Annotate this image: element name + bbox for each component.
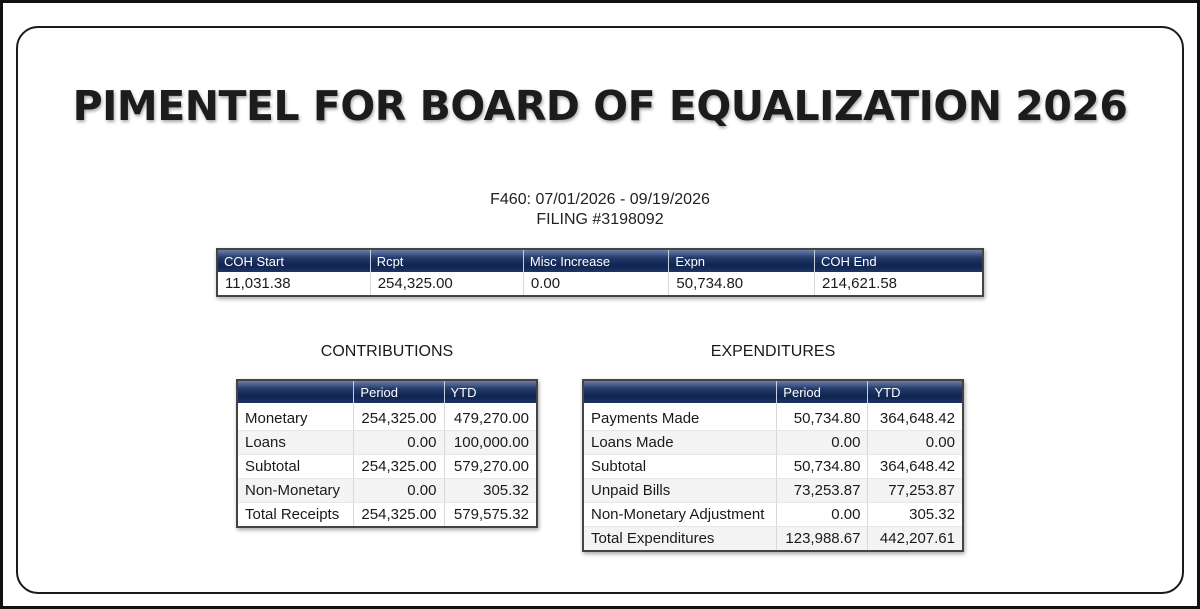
cash-summary-table (216, 248, 984, 297)
summary-values-row (217, 272, 983, 296)
table-row (583, 403, 963, 431)
expenditures-header-period: Period (777, 380, 868, 403)
row-label: Non-Monetary (237, 479, 354, 503)
row-period: 254,325.00 (354, 403, 444, 431)
row-ytd: 0.00 (868, 431, 963, 455)
row-ytd: 479,270.00 (444, 403, 537, 431)
row-ytd: 77,253.87 (868, 479, 963, 503)
row-period: 73,253.87 (777, 479, 868, 503)
row-label: Payments Made (583, 403, 777, 431)
expenditures-header-row (583, 380, 963, 403)
summary-header-coh-start: COH Start (217, 249, 370, 272)
table-row (237, 503, 537, 528)
summary-value-coh-end: 214,621.58 (814, 272, 983, 296)
row-label: Total Receipts (237, 503, 354, 528)
row-label: Monetary (237, 403, 354, 431)
summary-header-misc-increase: Misc Increase (523, 249, 669, 272)
page-title: PIMENTEL FOR BOARD OF EQUALIZATION 2026 (72, 82, 1128, 130)
table-row (237, 479, 537, 503)
filing-period: F460: 07/01/2026 - 09/19/2026 (490, 191, 710, 208)
row-period: 254,325.00 (354, 503, 444, 528)
contributions-header-period: Period (354, 380, 444, 403)
expenditures-title: EXPENDITURES (710, 343, 836, 360)
row-label: Total Expenditures (583, 527, 777, 552)
row-label: Loans (237, 431, 354, 455)
contributions-header-row (237, 380, 537, 403)
row-label: Subtotal (583, 455, 777, 479)
row-period: 0.00 (354, 479, 444, 503)
row-period: 0.00 (777, 431, 868, 455)
row-ytd: 364,648.42 (868, 403, 963, 431)
row-period: 50,734.80 (777, 403, 868, 431)
contributions-table (236, 379, 538, 528)
expenditures-header-label (583, 380, 777, 403)
contributions-title: CONTRIBUTIONS (320, 343, 454, 360)
row-ytd: 442,207.61 (868, 527, 963, 552)
summary-value-expn: 50,734.80 (669, 272, 815, 296)
table-row (583, 527, 963, 552)
row-ytd: 305.32 (868, 503, 963, 527)
table-row (237, 455, 537, 479)
row-ytd: 100,000.00 (444, 431, 537, 455)
expenditures-header-ytd: YTD (868, 380, 963, 403)
row-ytd: 305.32 (444, 479, 537, 503)
summary-header-row (217, 249, 983, 272)
row-label: Loans Made (583, 431, 777, 455)
row-period: 0.00 (777, 503, 868, 527)
row-ytd: 579,270.00 (444, 455, 537, 479)
expenditures-table (582, 379, 964, 552)
table-row (237, 431, 537, 455)
table-row (583, 479, 963, 503)
row-period: 254,325.00 (354, 455, 444, 479)
row-label: Non-Monetary Adjustment (583, 503, 777, 527)
summary-header-expn: Expn (669, 249, 815, 272)
contributions-header-ytd: YTD (444, 380, 537, 403)
row-label: Unpaid Bills (583, 479, 777, 503)
summary-header-coh-end: COH End (814, 249, 983, 272)
row-period: 0.00 (354, 431, 444, 455)
summary-header-rcpt: Rcpt (370, 249, 523, 272)
row-period: 123,988.67 (777, 527, 868, 552)
row-label: Subtotal (237, 455, 354, 479)
row-ytd: 579,575.32 (444, 503, 537, 528)
table-row (583, 455, 963, 479)
table-row (583, 431, 963, 455)
row-period: 50,734.80 (777, 455, 868, 479)
summary-value-coh-start: 11,031.38 (217, 272, 370, 296)
table-row (583, 503, 963, 527)
filing-info (0, 190, 1200, 230)
row-ytd: 364,648.42 (868, 455, 963, 479)
table-row (237, 403, 537, 431)
contributions-header-label (237, 380, 354, 403)
filing-number: FILING #3198092 (536, 211, 664, 228)
summary-value-rcpt: 254,325.00 (370, 272, 523, 296)
summary-value-misc-increase: 0.00 (523, 272, 669, 296)
